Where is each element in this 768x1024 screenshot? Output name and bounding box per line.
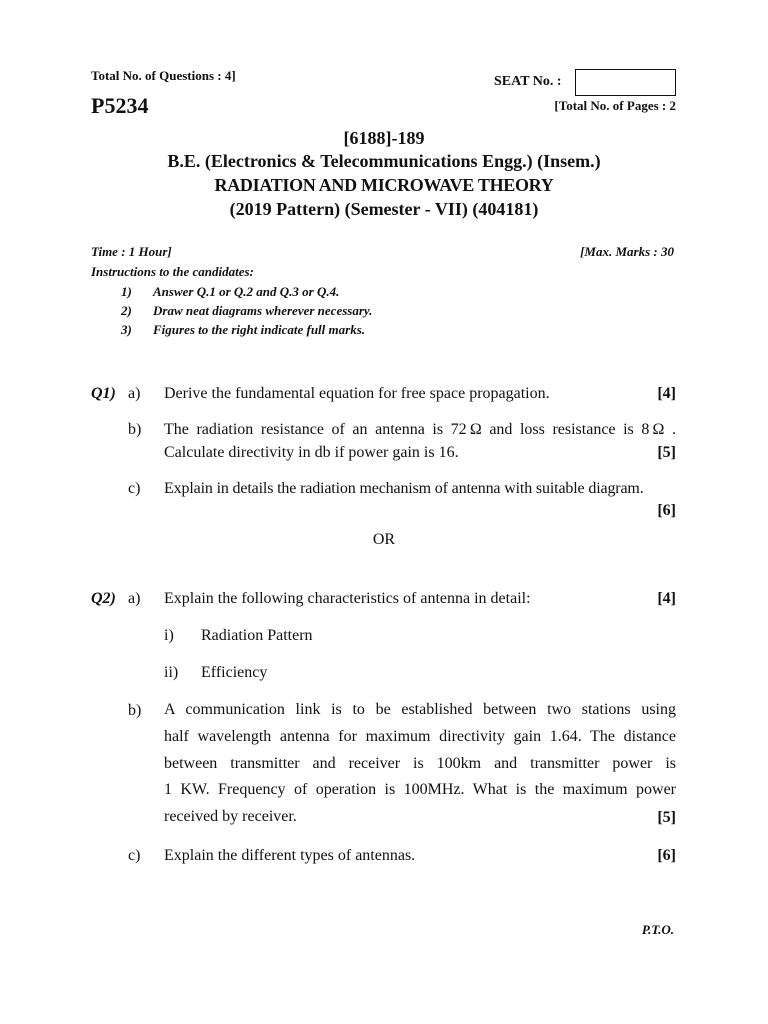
marks: [4] — [657, 385, 676, 402]
marks: [6] — [657, 847, 676, 864]
total-questions: Total No. of Questions : 4] — [91, 68, 236, 83]
part-label: c) — [128, 480, 141, 497]
question-text: Explain in details the radiation mechanism of antenna with suitable diagram. — [164, 480, 644, 497]
exam-code: [6188]-189 — [343, 128, 425, 148]
question-text: Explain the following characteristics of antenna in detail: — [164, 590, 531, 607]
question-text: Derive the fundamental equation for free space propagation. — [164, 385, 550, 402]
total-pages: [Total No. of Pages : 2 — [554, 98, 676, 113]
marks: [5] — [657, 809, 676, 826]
or-separator: OR — [372, 531, 396, 548]
seat-label: SEAT No. : — [494, 74, 562, 89]
paragraph-line: A communication link is to be established between two stations using — [164, 701, 676, 718]
part-label: c) — [128, 847, 141, 864]
part-label: a) — [128, 590, 141, 607]
max-marks: [Max. Marks : 30 — [580, 244, 674, 259]
question-paragraph — [164, 697, 676, 831]
paragraph-line: 1 KW. Frequency of operation is 100MHz. What is the maximum power — [164, 781, 676, 799]
subpart-number: i) — [164, 627, 174, 644]
instruction-text: Figures to the right indicate full marks. — [153, 322, 366, 337]
part-label: b) — [128, 702, 142, 719]
seat-number-box[interactable] — [575, 69, 676, 96]
question-text: Explain the different types of antennas. — [164, 847, 416, 864]
marks: [6] — [657, 502, 676, 519]
instruction-text: Draw neat diagrams wherever necessary. — [153, 303, 373, 318]
instruction-number: 1) — [121, 284, 132, 299]
time-allowed: Time : 1 Hour] — [91, 244, 172, 259]
paragraph-line: half wavelength antenna for maximum directivity gain 1.64. The distance — [164, 727, 676, 745]
question-number: Q1) — [91, 385, 116, 402]
subpart-text: Radiation Pattern — [201, 627, 313, 644]
marks: [4] — [657, 590, 676, 607]
subpart-number: ii) — [164, 664, 179, 681]
question-text: Calculate directivity in db if power gain is 16. — [164, 444, 459, 461]
question-number: Q2) — [91, 590, 116, 607]
pto-note: P.T.O. — [641, 922, 674, 937]
paper-code: P5234 — [91, 93, 149, 118]
question-text: The radiation resistance of an antenna is 72 Ω and loss resistance is 8 Ω . — [164, 421, 676, 438]
subject-title: RADIATION AND MICROWAVE THEORY — [214, 175, 554, 195]
part-label: a) — [128, 385, 141, 402]
instruction-number: 3) — [121, 322, 132, 337]
subpart-text: Efficiency — [201, 664, 268, 681]
marks: [5] — [657, 444, 676, 461]
paragraph-line: received by receiver. — [164, 808, 297, 826]
part-label: b) — [128, 421, 142, 438]
pattern-line: (2019 Pattern) (Semester - VII) (404181) — [229, 199, 539, 219]
instructions-heading: Instructions to the candidates: — [91, 264, 254, 279]
instruction-text: Answer Q.1 or Q.2 and Q.3 or Q.4. — [153, 284, 340, 299]
instruction-number: 2) — [121, 303, 132, 318]
paragraph-line: between transmitter and receiver is 100km and transmitter power is — [164, 754, 676, 772]
course-title: B.E. (Electronics & Telecommunications Engg.) (Insem.) — [167, 151, 601, 171]
